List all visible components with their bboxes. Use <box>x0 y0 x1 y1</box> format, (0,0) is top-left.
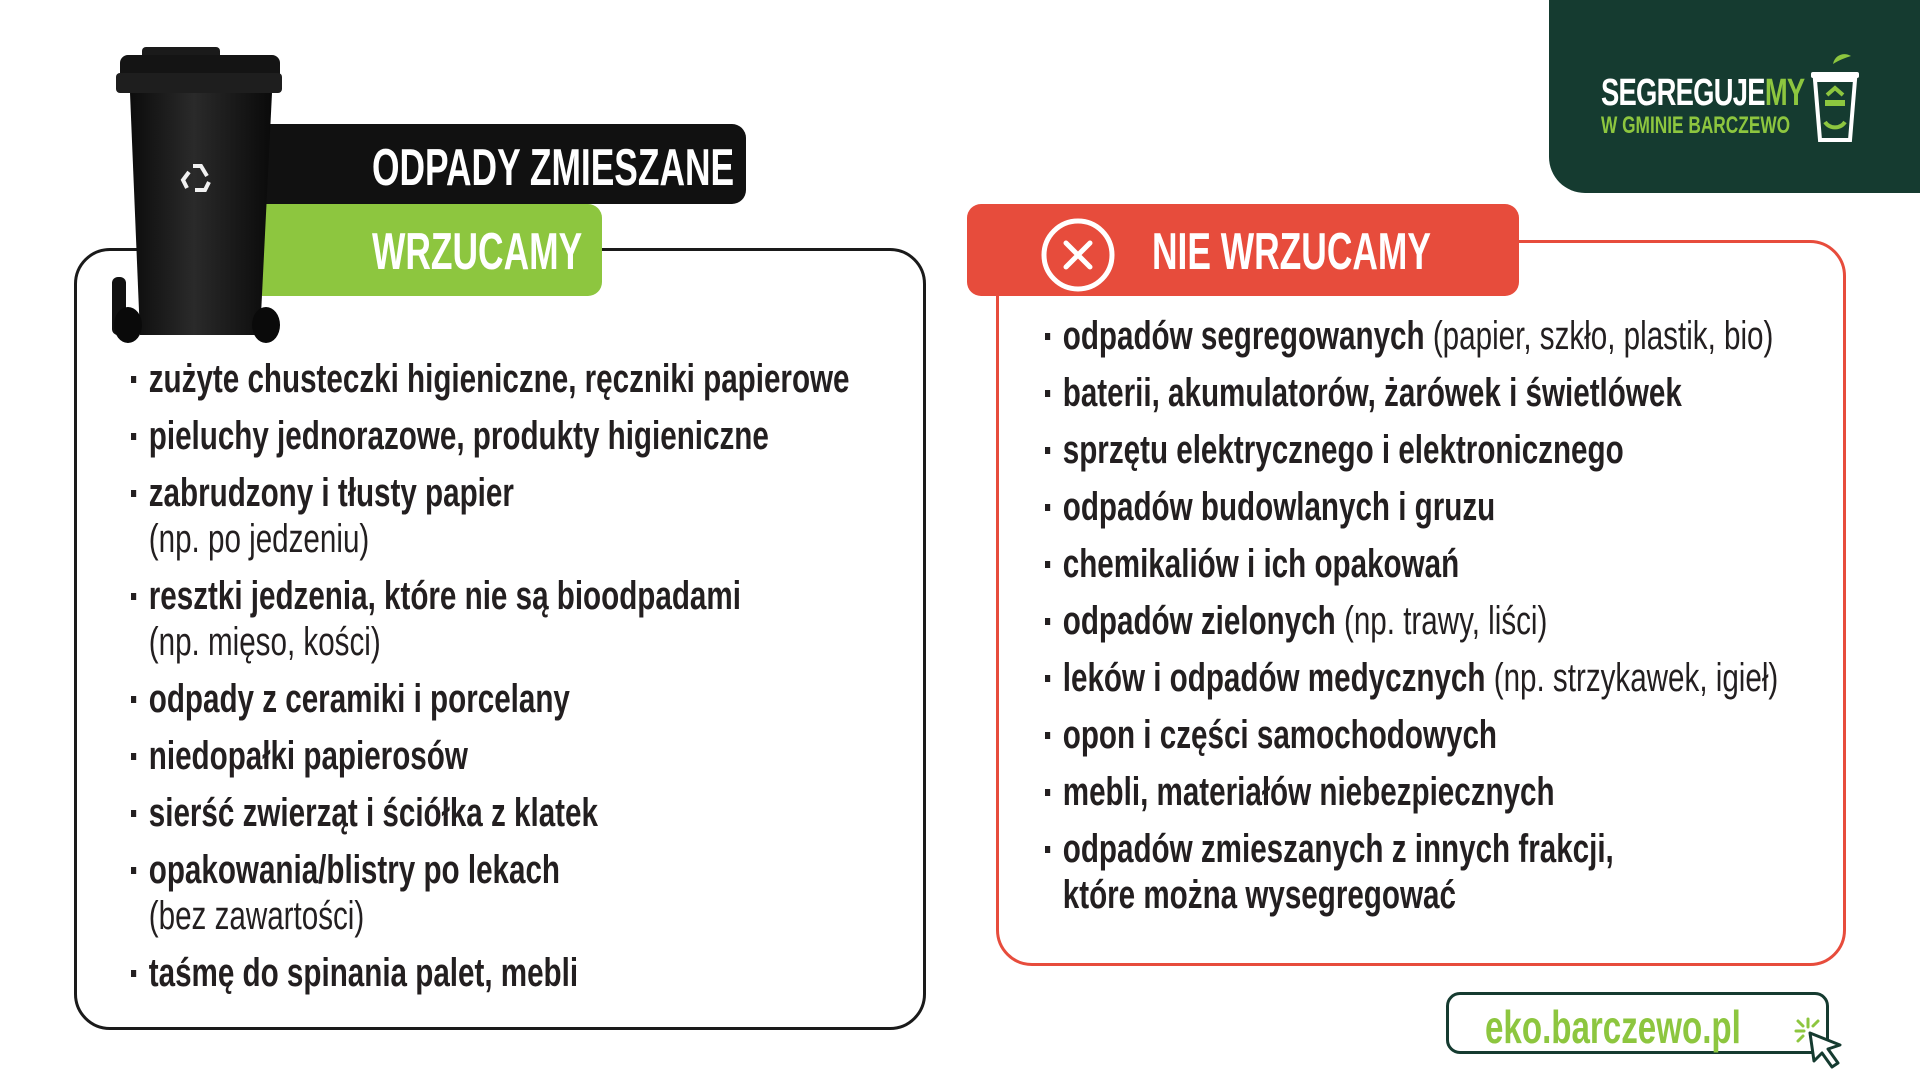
list-item <box>1045 826 1778 918</box>
list-item-main: sierść zwierząt i ściółka z klatek <box>148 791 598 835</box>
website-link[interactable] <box>1446 992 1829 1054</box>
list-item-main: zabrudzony i tłusty papier <box>148 471 514 515</box>
list-item-main: taśmę do spinania palet, mebli <box>148 951 579 995</box>
cursor-click-icon <box>1794 1015 1850 1071</box>
list-item-main: odpadów zmieszanych z innych frakcji, <box>1062 827 1614 871</box>
list-item <box>131 950 850 996</box>
recycle-bin-icon <box>1805 50 1865 145</box>
logo-badge <box>1549 0 1920 193</box>
black-waste-bin-icon <box>112 45 282 345</box>
list-item <box>1045 484 1778 530</box>
list-item <box>1045 541 1778 587</box>
list-item-main: mebli, materiałów niebezpiecznych <box>1062 770 1555 814</box>
rejected-section-title: NIE WRZUCAMY <box>1152 223 1431 281</box>
list-item <box>131 733 850 779</box>
list-item-main: resztki jedzenia, które nie są bioodpadami <box>148 574 741 618</box>
rejected-section-label <box>967 204 1519 296</box>
list-item <box>131 573 850 665</box>
accepted-items-list <box>131 356 1102 1007</box>
list-item <box>1045 313 1778 359</box>
list-item <box>131 413 850 459</box>
list-item-main: zużyte chusteczki higieniczne, ręczniki papierowe <box>148 357 850 401</box>
accepted-section-title: WRZUCAMY <box>372 223 583 281</box>
accepted-section-label <box>262 204 602 296</box>
logo-subtitle: W GMINIE BARCZEWO <box>1601 112 1791 139</box>
logo-title <box>1601 72 1804 115</box>
list-item-note: (np. trawy, liści) <box>1343 599 1548 643</box>
logo-title-main: SEGREGUJE <box>1601 72 1765 114</box>
category-title: ODPADY ZMIESZANE <box>372 139 735 197</box>
category-title-label <box>262 124 746 204</box>
list-item-main: baterii, akumulatorów, żarówek i świetlówek <box>1062 371 1682 415</box>
list-item-main: odpadów segregowanych <box>1062 314 1425 358</box>
accepted-items-box <box>74 248 926 1030</box>
list-item-note: (np. strzykawek, igieł) <box>1493 656 1779 700</box>
website-url[interactable]: eko.barczewo.pl <box>1485 1001 1741 1053</box>
x-circle-icon <box>1040 217 1116 293</box>
list-item-main: niedopałki papierosów <box>148 734 468 778</box>
list-item <box>1045 712 1778 758</box>
list-item <box>131 847 850 939</box>
list-item-main: leków i odpadów medycznych <box>1062 656 1486 700</box>
list-item-main: opakowania/blistry po lekach <box>148 848 561 892</box>
list-item-main: odpady z ceramiki i porcelany <box>148 677 570 721</box>
list-item-main: sprzętu elektrycznego i elektronicznego <box>1062 428 1624 472</box>
list-item <box>131 676 850 722</box>
list-item-main: chemikaliów i ich opakowań <box>1062 542 1460 586</box>
list-item <box>1045 769 1778 815</box>
list-item-sub: (bez zawartości) <box>148 894 365 938</box>
list-item-main: odpadów budowlanych i gruzu <box>1062 485 1496 529</box>
list-item-sub: które można wysegregować <box>1062 873 1456 917</box>
list-item <box>1045 598 1778 644</box>
logo-title-accent: MY <box>1764 72 1805 114</box>
list-item-sub: (np. mięso, kości) <box>148 620 381 664</box>
list-item-main: opon i części samochodowych <box>1062 713 1497 757</box>
list-item-note: (papier, szkło, plastik, bio) <box>1432 314 1774 358</box>
rejected-items-list <box>1045 313 1920 929</box>
list-item <box>1045 427 1778 473</box>
list-item <box>131 790 850 836</box>
rejected-items-box <box>996 240 1846 966</box>
list-item-sub: (np. po jedzeniu) <box>148 517 370 561</box>
list-item <box>131 356 850 402</box>
list-item-main: pieluchy jednorazowe, produkty higieniczne <box>148 414 769 458</box>
list-item <box>1045 655 1778 701</box>
list-item-main: odpadów zielonych <box>1062 599 1336 643</box>
list-item <box>131 470 850 562</box>
list-item <box>1045 370 1778 416</box>
